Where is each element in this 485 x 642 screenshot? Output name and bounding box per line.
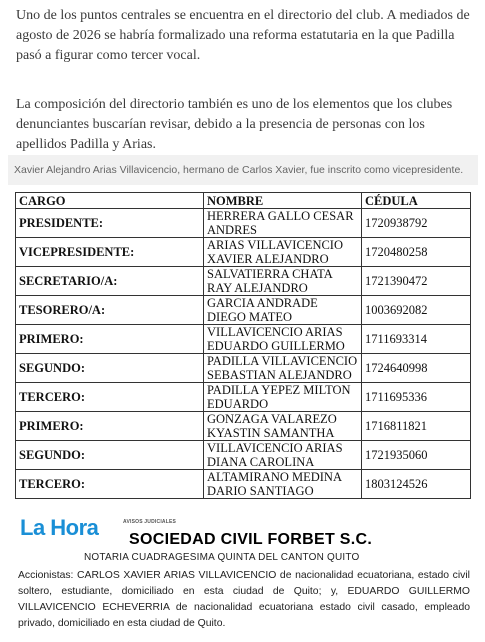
header-cedula: CÉDULA — [362, 193, 471, 209]
nombre-cell: VILLAVICENCIO ARIAS EDUARDO GUILLERMO — [204, 325, 362, 354]
table-row — [16, 238, 471, 267]
table-row — [16, 441, 471, 470]
nombre-cell: SALVATIERRA CHATA RAY ALEJANDRO — [204, 267, 362, 296]
cedula-cell: 1003692082 — [362, 296, 471, 325]
image-caption: Xavier Alejandro Arias Villavicencio, hermano de Carlos Xavier, fue inscrito como vicepresidente. — [8, 155, 478, 185]
table-row — [16, 412, 471, 441]
cedula-cell: 1803124526 — [362, 470, 471, 499]
cedula-cell: 1721935060 — [362, 441, 471, 470]
cedula-cell: 1720938792 — [362, 209, 471, 238]
cargo-cell: TERCERO: — [16, 383, 204, 412]
la-hora-logo: La Hora — [20, 515, 99, 540]
header-cargo: CARGO — [16, 193, 204, 209]
nombre-cell: ARIAS VILLAVICENCIO XAVIER ALEJANDRO — [204, 238, 362, 267]
nombre-cell: GARCIA ANDRADE DIEGO MATEO — [204, 296, 362, 325]
cargo-cell: TERCERO: — [16, 470, 204, 499]
logo-subtitle: AVISOS JUDICIALES — [123, 519, 177, 525]
table-row — [16, 383, 471, 412]
company-name: SOCIEDAD CIVIL FORBET S.C. — [129, 531, 373, 548]
table-row — [16, 209, 471, 238]
cargo-cell: SEGUNDO: — [16, 354, 204, 383]
nombre-cell: ALTAMIRANO MEDINA DARIO SANTIAGO — [204, 470, 362, 499]
table-row — [16, 325, 471, 354]
notary-line: NOTARIA CUADRAGESIMA QUINTA DEL CANTON QUITO — [84, 552, 360, 563]
article-paragraph-1: Uno de los puntos centrales se encuentra en el directorio del club. A mediados de agosto de 2026 se habría formalizado una reforma estatutaria en la que Padilla pasó a figurar como tercer vocal. — [16, 8, 470, 63]
cedula-cell: 1716811821 — [362, 412, 471, 441]
board-table — [15, 192, 471, 499]
cedula-cell: 1720480258 — [362, 238, 471, 267]
cargo-cell: VICEPRESIDENTE: — [16, 238, 204, 267]
cargo-cell: PRIMERO: — [16, 412, 204, 441]
nombre-cell: HERRERA GALLO CESAR ANDRES — [204, 209, 362, 238]
cargo-cell: SECRETARIO/A: — [16, 267, 204, 296]
nombre-cell: GONZAGA VALAREZO KYASTIN SAMANTHA — [204, 412, 362, 441]
cedula-cell: 1721390472 — [362, 267, 471, 296]
table-row — [16, 296, 471, 325]
shareholders-notice: Accionistas: CARLOS XAVIER ARIAS VILLAVICENCIO de nacionalidad ecuatoriana, estado civil soltero, estudiante, domiciliado en esta ciudad de Quito; y, EDUARDO GUILLERMO VILLAVICENCIO ECHEVERRIA de nacionalidad ecuatoriana estado civil casado, empleado privado, domiciliado en esta ciudad de Quito. — [18, 570, 470, 629]
table-row — [16, 354, 471, 383]
table-row — [16, 470, 471, 499]
nombre-cell: PADILLA YEPEZ MILTON EDUARDO — [204, 383, 362, 412]
header-nombre: NOMBRE — [204, 193, 362, 209]
cargo-cell: PRESIDENTE: — [16, 209, 204, 238]
nombre-cell: PADILLA VILLAVICENCIO SEBASTIAN ALEJANDRO — [204, 354, 362, 383]
article-paragraph-2: La composición del directorio también es uno de los elementos que los clubes denunciantes buscarían revisar, debido a la presencia de personas con los apellidos Padilla y Arias. — [16, 97, 453, 152]
table-row — [16, 267, 471, 296]
nombre-cell: VILLAVICENCIO ARIAS DIANA CAROLINA — [204, 441, 362, 470]
table-header-row — [16, 193, 471, 209]
cedula-cell: 1711693314 — [362, 325, 471, 354]
cargo-cell: SEGUNDO: — [16, 441, 204, 470]
cargo-cell: PRIMERO: — [16, 325, 204, 354]
cedula-cell: 1724640998 — [362, 354, 471, 383]
cargo-cell: TESORERO/A: — [16, 296, 204, 325]
cedula-cell: 1711695336 — [362, 383, 471, 412]
